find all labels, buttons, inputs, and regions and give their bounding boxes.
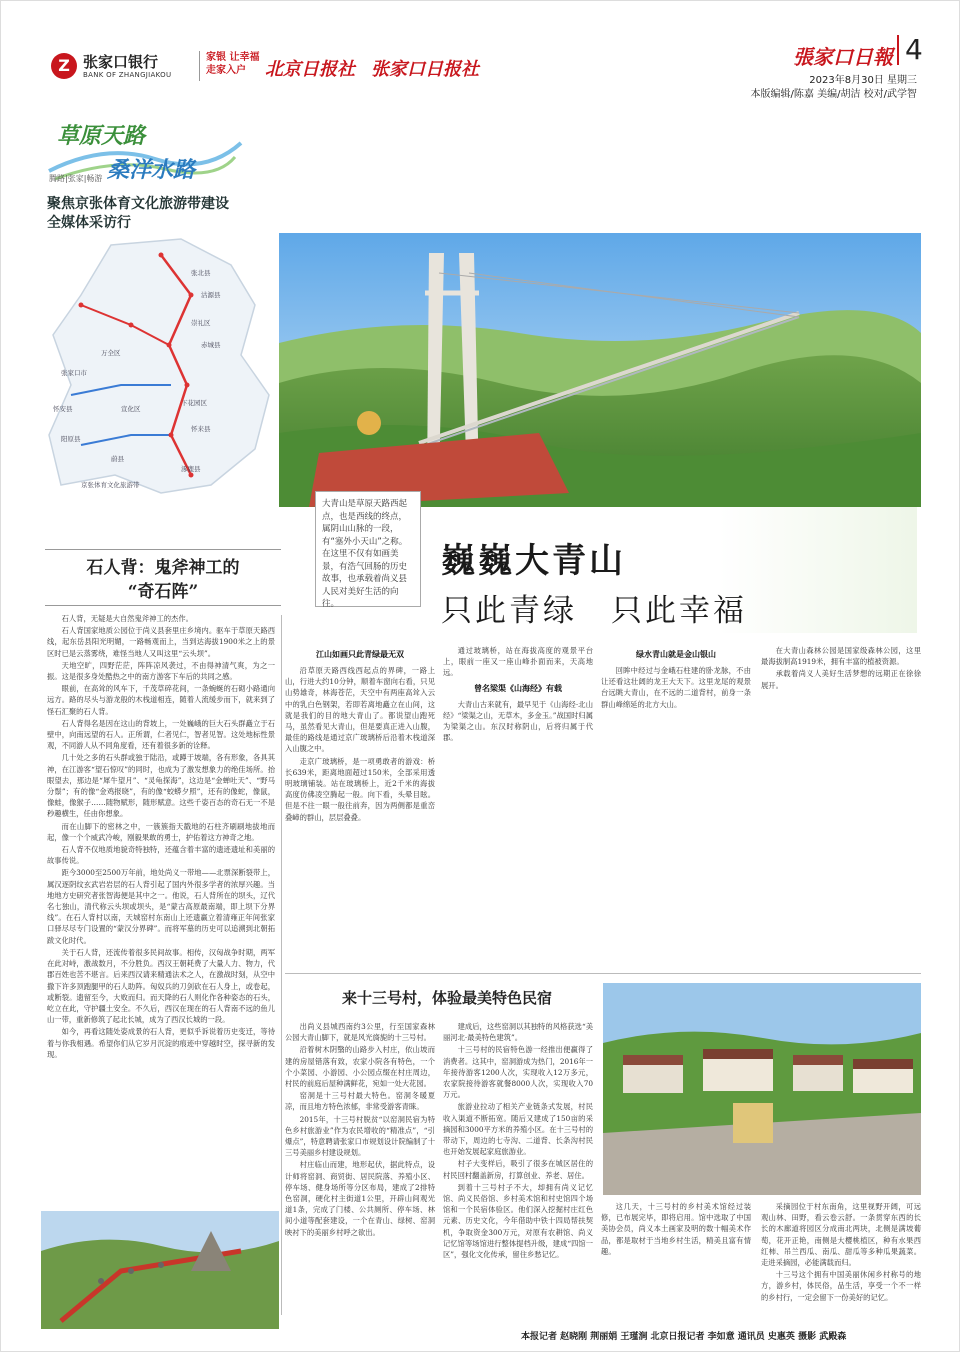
map-label: 张家口市 [61, 369, 87, 377]
series-logo-tag: 腾路|张家|畅游 [49, 174, 103, 183]
page-header [41, 29, 921, 103]
paragraph: 这几天，十三号村的乡村美术馆经过装修，已布展完毕，即将启用。馆中选取了中国美协会员，尚义本土画家及明的数十幅美术作品，都是取材于当地乡村生活，精美且富有情趣。 [601, 1202, 751, 1256]
series-title [47, 195, 229, 233]
hero-caption: 大青山是草原天路西起点，也是西线的终点，属阴山山脉的一段，有“塞外小天山”之称。在这里不仅有如画美景，有浩气回肠的历史故事，也承载着尚义县人民对美好生活的向往。 [315, 491, 421, 607]
credits-line: 本报记者 赵晓刚 荆丽娟 王瑾涧 北京日报记者 李如意 通讯员 史惠英 摄影 武殿森 [521, 1332, 847, 1342]
stone-people-photo [41, 1211, 279, 1329]
section-heading: 江山如画只此青绿最无双 [316, 650, 404, 659]
main-article-col4 [761, 645, 921, 965]
series-logo-line2: 桑洋水路 [107, 157, 196, 183]
editors-line: 本版编辑/陈嘉 美编/胡洁 校对/武学智 [750, 89, 917, 100]
masthead: 張家口日報 [793, 45, 893, 69]
bottom-article-col1 [285, 1021, 435, 1321]
paragraph: 村庄临山而建，地形起伏，据此特点，设计师将窑洞、商贸街、居民院落、养殖小区、停车场、健身场所等分区布局，建成了2排特色窑洞，硬化村主街道1公里，开辟山间观光道1条，完成了门楼、公共厕所、停车场、林间小道等配套建设，一个在青山、绿树、窑洞映衬下的美丽乡村呼之欲出。 [285, 1160, 435, 1237]
bank-logo-icon: Z [51, 53, 77, 79]
map-label: 赤城县 [201, 341, 221, 349]
issue-date: 2023年8月30日 星期三 [809, 75, 917, 86]
section-heading: 曾名梁渠《山海经》有载 [474, 683, 562, 693]
paragraph: 如今，再看这随处姿成景的石人背，更似乎诉说着历史变迁，等待着与你我相遇。希望你们从它岁月沉淀的痕迹中穿越时空，探寻新的发现。 [47, 1027, 275, 1059]
bank-slogan: 家银 让幸福走家入户 [199, 51, 261, 81]
map-label: 万全区 [101, 349, 121, 357]
paragraph: 2015年，十三号村脱贫“以窑洞民宿为特色乡村旅游业”作为农民增收的“精准点”，“引爆点”，特意聘请张家口市规划设计院编制了十三号美丽乡村建设规划。 [285, 1114, 435, 1158]
paragraph: 沿着树木阴翳的山路步入村庄，依山坡而建的房屋错落有致，农家小院各有特色，一个个小菜园、小游园、小公园点缀在村庄周边，村民的前庭后屋种满鲜花，宛如一处大花园。 [285, 1045, 435, 1089]
paragraph: 十三号村的民宿特色游一经推出便赢得了消费者。这其中，窑洞游成为热门，2016年一年接待游客1200人次，实现收入12万多元，农家院接待游客就餐8000人次，实现收入70万元。 [443, 1045, 593, 1100]
series-title-line1: 聚焦京张体育文化旅游带建设 [47, 196, 229, 212]
page-headline: 巍巍大青山 [441, 541, 626, 581]
bank-name-en: BANK OF ZHANGJIAKOU [83, 71, 172, 79]
bottom-article-col2 [443, 1021, 593, 1321]
main-article-col3 [601, 645, 751, 965]
map-label: 蔚县 [111, 455, 124, 463]
paragraph: 石人背得名是因在这山的背坡上，一处巍峨的巨大石头群矗立于石壁中，向南远望的石人。正所谓，仁者见仁，智者见智。这处地标性景观，不同游人从不同角度看，还有着很多新的诠释。 [47, 718, 275, 751]
paragraph: 十三号这个拥有中国美丽休闲乡村称号的地方，游乡村，体民俗，品生活，享受一个不一样的乡村行，一定会留下一份美好的记忆。 [761, 1270, 921, 1302]
left-title-line1: 石人背：鬼斧神工的 [86, 558, 240, 578]
left-article-body [47, 613, 275, 1205]
region-map [41, 235, 279, 497]
paragraph: 在大青山森林公园是国家级森林公园，这里最海拔制高1919米，拥有丰富的植被资源。 [761, 646, 921, 667]
series-logo-line1: 草原天路 [57, 123, 146, 149]
map-label: 怀来县 [191, 425, 211, 433]
column-rule [281, 615, 282, 1315]
bank-name: 张家口银行 [83, 53, 159, 71]
section-heading: 绿水青山就是金山银山 [636, 650, 716, 659]
paragraph: 回眸中经过与金峨石柱建的卧龙脉，不由让还看这壮阔的龙王大天下。这里龙尾的观景台远眺大青山，在不远的二道背村，前身一条群山峰绵延的北方大山。 [601, 666, 751, 709]
page-number: 4 [897, 35, 923, 65]
paragraph: 距今3000至2500万年前，地处尚义一带地——北票深断裂带上，属汉逐阴纹玄武岩岩层的石人背引起了国内外很多学者的浓厚兴趣。当地地方史研究者张智海便是其中之一。他说，石人背所在的坝头，辽代名七独山，清代称云头坝或坝头，是“蒙古高原最南端，即上坝下分界线”。在石人背村以南，天城窑村东南山上还遗赢立着清雍正年间张家口驿尽尽专门设置的“蒙汉分界碑”。而将军墓的历史可以追溯到北朝拓跋文化时代。 [47, 868, 275, 945]
map-label: 张北县 [191, 269, 211, 277]
paragraph: 几十处之多的石头群或独于陆沿，或蹲于坡端，各有形象，各具其神，在江游客“望石惊叹”的同时，也成为了激发想象力的绝佳场所。抬眼望去，那边是“犀牛望月”、“灵龟探海”，这边是“金蝉吐天”、“野马分鬃”；有的像“金鸡报晓”，有的像“蛟蟒夕照”，还有的像蛇，像鼠，像蛙，像猴子……随物赋形，随形赋意。这些千姿百态的奇石无一不是秒趣横生，任由你想象。 [47, 753, 275, 819]
divider [45, 605, 281, 606]
paragraph: 承载着尚义人美好生活梦想的远期正在徐徐展开。 [761, 669, 921, 690]
paragraph: 天地空旷，四野茫茫，阵阵凉风袭过，不由得神清气爽，为之一振。这是很多身处酷热之中的南方游客下车后的共同之感。 [47, 660, 275, 682]
main-article-col1 [285, 645, 435, 965]
paragraph: 石人背国家地质公园位于尚义县套里庄乡境内。驱车于草原天路西线，起东岳县阳光明媚，一路畅观而上，当到达海拔1900米之上的景区时已是云蒸雾绕，难怪当地人又叫这里“云头坝”。 [47, 626, 275, 658]
main-article-col2 [443, 645, 593, 965]
series-title-line2: 全媒体采访行 [47, 215, 131, 231]
map-label: 京张体育文化旅游带 [81, 481, 140, 489]
paragraph: 旅游业拉动了相关产业链条式发展，村民收入渠道不断拓宽。随后又建成了150亩的采摘园和3000平方米的养殖小区。在十三号村的带动下，周边的七寺沟、二道背、长条沟村民也开始发展起家庭旅游业。 [443, 1102, 593, 1157]
paragraph: 通过玻璃桥，站在海拔高度的观景平台上，眼前一座又一座山峰扑面而来，天高地远。 [443, 646, 593, 678]
paragraph: 到着十三号村子不大，却拥有尚义记忆馆、尚义民俗馆、乡村美术馆和村史馆四个场馆和一个民宿体验区。他们深入挖掘村庄红色元素、历史文化，今年借助中铁十四局帮扶契机，争取资金300万元，对原有农耕馆、尚义记忆馆等场馆进行整体提档升级，建成“四馆一区”，强化文化传承，留住乡愁记忆。 [443, 1182, 593, 1260]
hero-photo-glass-bridge [279, 233, 921, 507]
paragraph: 眼前，在高耸的风车下，千茂草碎花间，一条蜿蜒的石砌小路通向远方。路的尽头与游龙般的木栈道相连，随着人流缓步而下，就来到了怪石汇聚的石人背。 [47, 684, 275, 716]
zjk-daily-logo: 张家口日报社 [371, 59, 479, 80]
map-label: 阳原县 [61, 435, 81, 443]
map-label: 崇礼区 [191, 319, 211, 327]
paragraph: 走京广玻璃桥，是一项勇敢者的游戏：桥长639米，距离地面超过150米，全部采用透明玻璃铺装。站在玻璃桥上，近2千米的海拔高度仿佛凌空腾起一般。向下看，头晕目眩。但是不往一眼一般往前奔，因为两侧都是重峦叠嶂的群山，层层叠叠。 [285, 756, 435, 822]
paragraph: 窑洞是十三号村最大特色。窑洞冬暖夏凉，而且地方特色浓郁，非常受游客青睐。 [285, 1091, 435, 1112]
beijing-daily-logo: 北京日报社 [265, 59, 355, 80]
map-label: 宣化区 [121, 405, 141, 413]
left-article-title [53, 556, 273, 604]
map-label: 沽源县 [201, 291, 221, 299]
paragraph: 建成后，这些窑洞以其独特的风格获选“美丽河北·最美特色建筑”。 [443, 1022, 593, 1043]
bottom-article-col4 [761, 1201, 921, 1321]
paragraph: 而在山脚下的密林之中，一簇簇指天戳地的石柱齐刷刷地拔地而起，像一个个威武冷峻，刚毅果敢的勇士，护佑着这方神奇之地。 [47, 821, 275, 842]
map-label: 下花园区 [181, 399, 207, 407]
map-label: 怀安县 [53, 405, 73, 413]
paragraph: 石人背不仅地质地貌奇特独特，还蕴含着丰富的遗迹遗址和美丽的故事传说。 [47, 845, 275, 866]
paragraph: 采摘园位于村东南角，这里视野开阔，可远观山林、田野，看云卷云舒。一条贯穿东西的长长的木廊道将园区分成南北两块，北侧是满坡葡萄，花开正艳，南侧是大樱桃植区，种有水果西红柿、吊兰西瓜、南瓜、甜瓜等多种瓜果蔬菜。走进采摘园，必能满载而归。 [761, 1202, 921, 1268]
paragraph: 石人背，无疑是大自然鬼斧神工的杰作。 [61, 614, 193, 623]
divider [45, 549, 281, 550]
map-label: 涿鹿县 [181, 465, 201, 473]
bottom-article-title: 来十三号村，体验最美特色民宿 [341, 989, 552, 1007]
paragraph: 出尚义县城西南约3公里，行至国家森林公园大青山脚下，就是风光旖旎的十三号村。 [285, 1022, 435, 1043]
paragraph: 沿草原天路西线西起点的界碑，一路上山，行进大约10分钟，顺着车窗向右看，只见山势雄奇，林海苍茫，天空中有两座高耸入云中的乳白色钢架，若即若离地矗立在山间，这就是我们的目的地大青山了。都说望山跑死马，虽然看见大青山，但是要真正进入山腹，最佳的路线是通过京广玻璃桥后沿着木栈道深入山腹之中。 [285, 666, 435, 754]
paragraph: 村子大变样后，吸引了很多在城区居住的村民回村翻盖新房，打算创业、养老、居住。 [443, 1159, 593, 1180]
paragraph: 大青山古来就有，最早见于《山海经·北山经》“梁渠之山，无草木，多金玉。”战国时归属为梁渠之山。东汉时称阴山，后将归属于代郡。 [443, 699, 593, 743]
paragraph: 关于石人背，还流传着很多民间故事。相传，汉匈战争时期，两军在此对峙，激战数月，不分胜负。西汉王朝耗费了大量人力、物力，代郡百姓也苦不堪言。后来西汉请来精通法术之人，在激战时刻，从空中撒下许多顶跑腿甲的石人助阵。匈奴兵的刀剑砍在石人身上，或卷起，或断裂。遗留至今，大败而归。而天降的石人则化作各种姿态的石头，屹立在此，守护疆土安全。不久后，西汉在现在的石人背南不远的鱼儿山一带，重新修筑了起北长城，成为了西汉长城的一段。 [47, 947, 275, 1025]
series-logo [45, 113, 245, 189]
page-subheadline: 只此青绿 只此幸福 [441, 593, 747, 629]
section-divider [285, 973, 921, 974]
left-title-line2: “奇石阵” [127, 582, 199, 602]
village-photo [603, 983, 921, 1195]
bottom-article-col3 [601, 1201, 751, 1321]
